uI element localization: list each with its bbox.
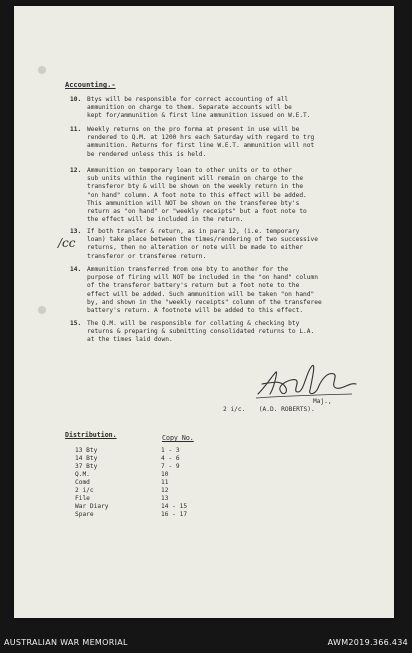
signatory-rank: Maj., [313,398,332,405]
paragraph-number: 12. [70,167,82,174]
distribution-row [75,463,225,471]
margin-annotation: /cc [58,236,76,250]
paragraph-line: Ammunition on temporary loan to other units or to other [87,167,292,174]
distribution-copies: 7 - 9 [161,463,180,470]
paragraph-number: 14. [70,266,82,273]
paragraph-line: The Q.M. will be responsible for collating & checking bty [87,320,300,327]
paragraph-11 [70,126,370,159]
distribution-row [75,487,225,495]
paragraph-number: 13. [70,228,82,235]
paragraph-15 [70,320,370,345]
paragraph-line: be rendered unless this is held. [87,150,207,158]
paragraph-line: kept for/ammunition & first line ammunition issued on W.E.T. [87,112,311,120]
distribution-row [75,471,225,479]
paragraph-line: return as "on hand" or "weekly receipts" but a foot note to [87,208,307,216]
paragraph-line: loan) take place between the times/rendering of two successive [87,236,318,244]
paragraph-12 [70,167,370,224]
accession-number: AWM2019.366.434 [327,638,408,647]
distribution-copies: 12 [161,487,169,494]
paragraph-line: If both transfer & return, as in para 12, (i.e. temporary [87,228,300,235]
paragraph-line: by, and shown in the "weekly receipts" column of the transferee [87,298,322,306]
paragraph-line: purpose of firing will NOT be included in the "on hand" column [87,274,318,282]
distribution-unit: File [75,495,90,502]
distribution-copies: 1 - 3 [161,447,180,454]
distribution-unit: Q.M. [75,471,90,478]
paragraph-14 [70,266,370,315]
paragraph-line: effect will be added. Such ammunition will be taken "on hand" [87,290,315,298]
distribution-unit: 13 Bty [75,447,98,454]
distribution-row [75,503,225,511]
paragraph-10 [70,96,370,121]
paragraph-line: Weekly returns on the pro forma at present in use will be [87,126,300,133]
section-heading: Accounting.- [65,81,116,89]
handwritten-signature [252,358,362,403]
distribution-row [75,511,225,519]
distribution-unit: Spare [75,511,94,518]
paragraph-number: 15. [70,320,82,327]
paragraph-line: of the transferor battery's return but a foot note to the [87,282,300,290]
distribution-copies: 11 [161,479,169,486]
distribution-copies: 13 [161,495,169,502]
distribution-row [75,455,225,463]
institution-credit: AUSTRALIAN WAR MEMORIAL [4,638,128,647]
distribution-row [75,479,225,487]
distribution-title: Distribution. [65,431,117,439]
paragraph-number: 11. [70,126,82,133]
paragraph-line: the effect will be included in the return. [87,216,244,224]
paragraph-number: 10. [70,96,82,103]
signatory-appointment: 2 i/c. [223,406,246,413]
signatory-name: (A.D. ROBERTS). [258,406,315,413]
paragraph-line: ammunition. Returns for first line W.E.T. ammunition will not [87,142,315,150]
paragraph-line: sub units within the regiment will remain on charge to the [87,175,304,183]
distribution-unit: 37 Bty [75,463,98,470]
distribution-unit: War Diary [75,503,109,510]
paragraph-line: Btys will be responsible for correct accounting of all [87,96,289,103]
distribution-row [75,495,225,503]
paragraph-line: Ammunition transferred from one bty to another for the [87,266,289,273]
paragraph-line: transferor or transferee return. [87,252,207,260]
distribution-unit: 14 Bty [75,455,98,462]
signature-block [223,398,332,414]
distribution-copies: 14 - 15 [161,503,188,510]
distribution-copies: 10 [161,471,169,478]
paragraph-line: This ammunition will NOT be shown on the transferee bty's [87,199,300,207]
distribution-copies: 16 - 17 [161,511,188,518]
paragraph-line: battery's return. A footnote will be added to this effect. [87,307,304,315]
paragraph-13 [70,228,370,261]
paragraph-line: at the times laid down. [87,336,173,344]
distribution-copies: 4 - 6 [161,455,180,462]
distribution-row [75,447,225,455]
distribution-unit: 2 i/c [75,487,94,494]
paragraph-line: "on hand" column. A foot note to this effect will be added. [87,191,307,199]
paragraph-line: returns & preparing & submitting consolidated returns to L.A. [87,328,315,336]
paragraph-line: rendered to Q.M. at 1200 hrs each Saturday with regard to trg [87,134,315,142]
copy-number-header: Copy No. [162,434,194,442]
paragraph-line: returns, then no alteration or note will be made to either [87,244,304,252]
paragraph-line: ammunition on charge to them. Separate accounts will be [87,104,292,112]
paragraph-line: transferor bty & will be shown on the weekly return in the [87,183,304,191]
distribution-unit: Comd [75,479,90,486]
